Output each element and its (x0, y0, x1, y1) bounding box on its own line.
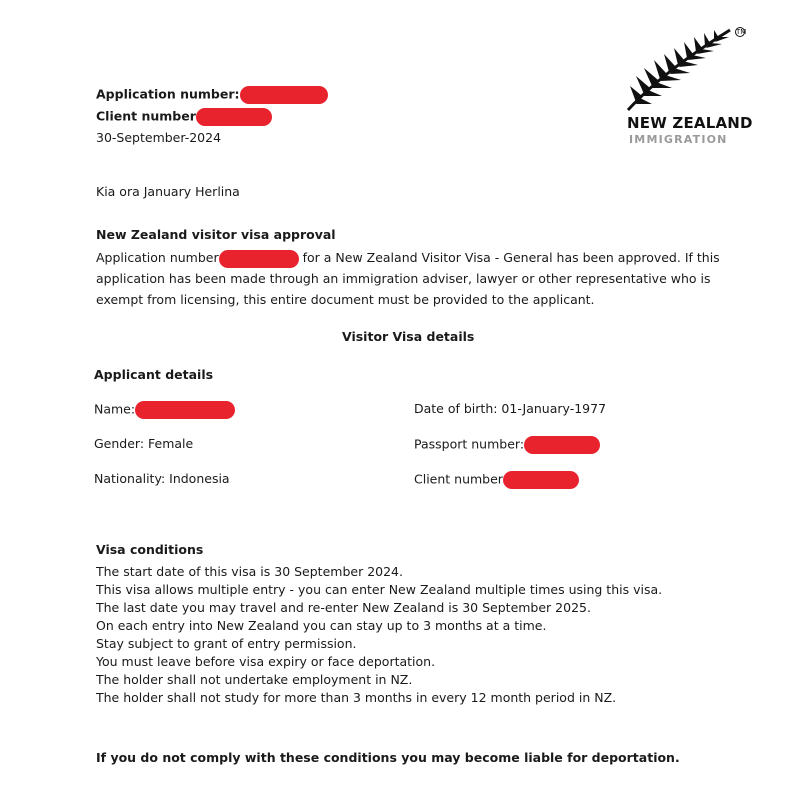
trademark-mark: TM (736, 28, 747, 36)
application-number-label: Application number: (96, 86, 240, 102)
passport-number-row (414, 436, 600, 454)
applicant-client-number-label: Client number (414, 471, 503, 487)
gender: Gender: Female (94, 436, 194, 451)
approval-line3: exempt from licensing, this entire document must be provided to the applicant. (96, 292, 595, 307)
condition-line: The start date of this visa is 30 September 2024. (96, 564, 403, 579)
name-label: Name: (94, 401, 136, 417)
date-of-birth: Date of birth: 01-January-1977 (414, 401, 607, 416)
redaction-mark (240, 86, 328, 104)
redaction-mark (219, 250, 299, 268)
approval-line1: for a New Zealand Visitor Visa - General has been approved. If this (302, 250, 720, 265)
logo-new-zealand-text: NEW ZEALAND (627, 114, 753, 132)
passport-number-label: Passport number: (414, 436, 525, 452)
condition-line: You must leave before visa expiry or face deportation. (96, 654, 436, 669)
fern-logo-icon (622, 24, 752, 114)
redaction-mark (135, 401, 235, 419)
deportation-warning: If you do not comply with these conditions you may become liable for deportation. (96, 750, 680, 765)
client-number-row (96, 108, 272, 126)
nationality: Nationality: Indonesia (94, 471, 230, 486)
greeting: Kia ora January Herlina (96, 184, 240, 199)
approval-line2: application has been made through an immigration adviser, lawyer or other representative who is (96, 271, 711, 286)
applicant-client-number-row (414, 471, 579, 489)
condition-line: On each entry into New Zealand you can stay up to 3 months at a time. (96, 618, 547, 633)
approval-paragraph (96, 247, 720, 310)
condition-line: This visa allows multiple entry - you can enter New Zealand multiple times using this visa. (96, 582, 663, 597)
condition-line: The holder shall not undertake employment in NZ. (96, 672, 413, 687)
client-number-label: Client number (96, 108, 196, 124)
visa-details-heading: Visitor Visa details (342, 329, 475, 344)
approval-prefix: Application number (96, 250, 219, 265)
approval-heading: New Zealand visitor visa approval (96, 227, 336, 242)
logo-immigration-text: IMMIGRATION (629, 133, 728, 146)
condition-line: Stay subject to grant of entry permission. (96, 636, 357, 651)
redaction-mark (196, 108, 272, 126)
visa-conditions-heading: Visa conditions (96, 542, 204, 557)
letter-date: 30-September-2024 (96, 130, 222, 145)
condition-line: The last date you may travel and re-enter New Zealand is 30 September 2025. (96, 600, 591, 615)
condition-line: The holder shall not study for more than 3 months in every 12 month period in NZ. (96, 690, 617, 705)
application-number-row (96, 86, 328, 104)
redaction-mark (524, 436, 600, 454)
visa-conditions-list (96, 563, 662, 707)
applicant-name-row (94, 401, 235, 419)
redaction-mark (503, 471, 579, 489)
applicant-details-heading: Applicant details (94, 367, 214, 382)
